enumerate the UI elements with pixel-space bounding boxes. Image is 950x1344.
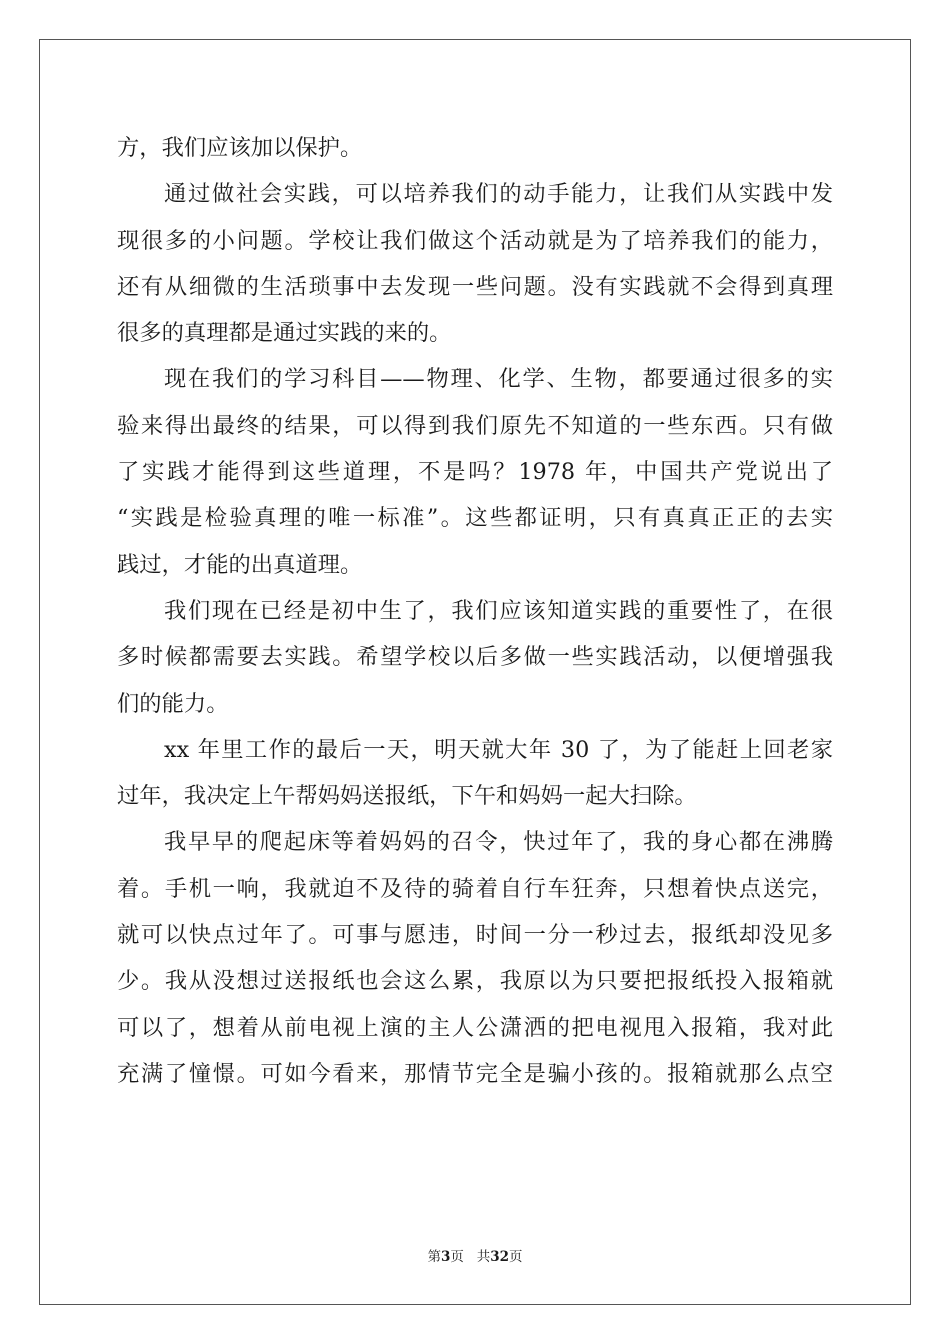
text-line: 就可以快点过年了。可事与愿违，时间一分一秒过去，报纸却没见多 xyxy=(117,922,833,949)
page-prefix: 第 xyxy=(427,1249,441,1265)
text-line: 充满了憧憬。可如今看来，那情节完全是骗小孩的。报箱就那么点空 xyxy=(117,1060,833,1087)
document-body xyxy=(117,125,833,1097)
text-line: 我早早的爬起床等着妈妈的召令，快过年了，我的身心都在沸腾 xyxy=(164,829,833,856)
text-line: 通过做社会实践，可以培养我们的动手能力，让我们从实践中发 xyxy=(164,181,833,208)
text-line: 验来得出最终的结果，可以得到我们原先不知道的一些东西。只有做 xyxy=(117,412,833,439)
text-line: 现在我们的学习科目——物理、化学、生物，都要通过很多的实 xyxy=(164,366,833,393)
text-line: 方，我们应该加以保护。 xyxy=(117,135,363,161)
text-line: xx 年里工作的最后一天，明天就大年 30 了，为了能赶上回老家 xyxy=(164,736,833,763)
text-line: 过年，我决定上午帮妈妈送报纸，下午和妈妈一起大扫除。 xyxy=(117,783,697,810)
text-line: 们的能力。 xyxy=(117,690,229,717)
text-line: 我们现在已经是初中生了，我们应该知道实践的重要性了，在很 xyxy=(164,597,833,624)
page-footer xyxy=(0,1247,950,1267)
text-line: 着。手机一响，我就迫不及待的骑着自行车狂奔，只想着快点送完， xyxy=(117,875,833,902)
text-line: 还有从细微的生活琐事中去发现一些问题。没有实践就不会得到真理 xyxy=(117,273,833,300)
text-line: 了实践才能得到这些道理，不是吗？1978 年，中国共产党说出了 xyxy=(117,459,833,486)
text-line: 现很多的小问题。学校让我们做这个活动就是为了培养我们的能力， xyxy=(117,227,833,254)
text-line: 可以了，想着从前电视上演的主人公潇洒的把电视甩入报箱，我对此 xyxy=(117,1014,833,1041)
total-suffix: 页 xyxy=(509,1249,523,1265)
page-suffix: 页 xyxy=(450,1249,464,1265)
text-line: 践过，才能的出真道理。 xyxy=(117,551,363,578)
text-line: 很多的真理都是通过实践的来的。 xyxy=(117,320,452,347)
text-line: “实践是检验真理的唯一标准”。这些都证明，只有真真正正的去实 xyxy=(117,505,833,532)
text-line: 多时候都需要去实践。希望学校以后多做一些实践活动，以便增强我 xyxy=(117,644,833,671)
page-number: 3 xyxy=(440,1249,451,1265)
total-pages: 32 xyxy=(490,1249,510,1265)
total-prefix: 共 xyxy=(476,1249,491,1265)
text-line: 少。我从没想过送报纸也会这么累，我原以为只要把报纸投入报箱就 xyxy=(117,968,833,995)
